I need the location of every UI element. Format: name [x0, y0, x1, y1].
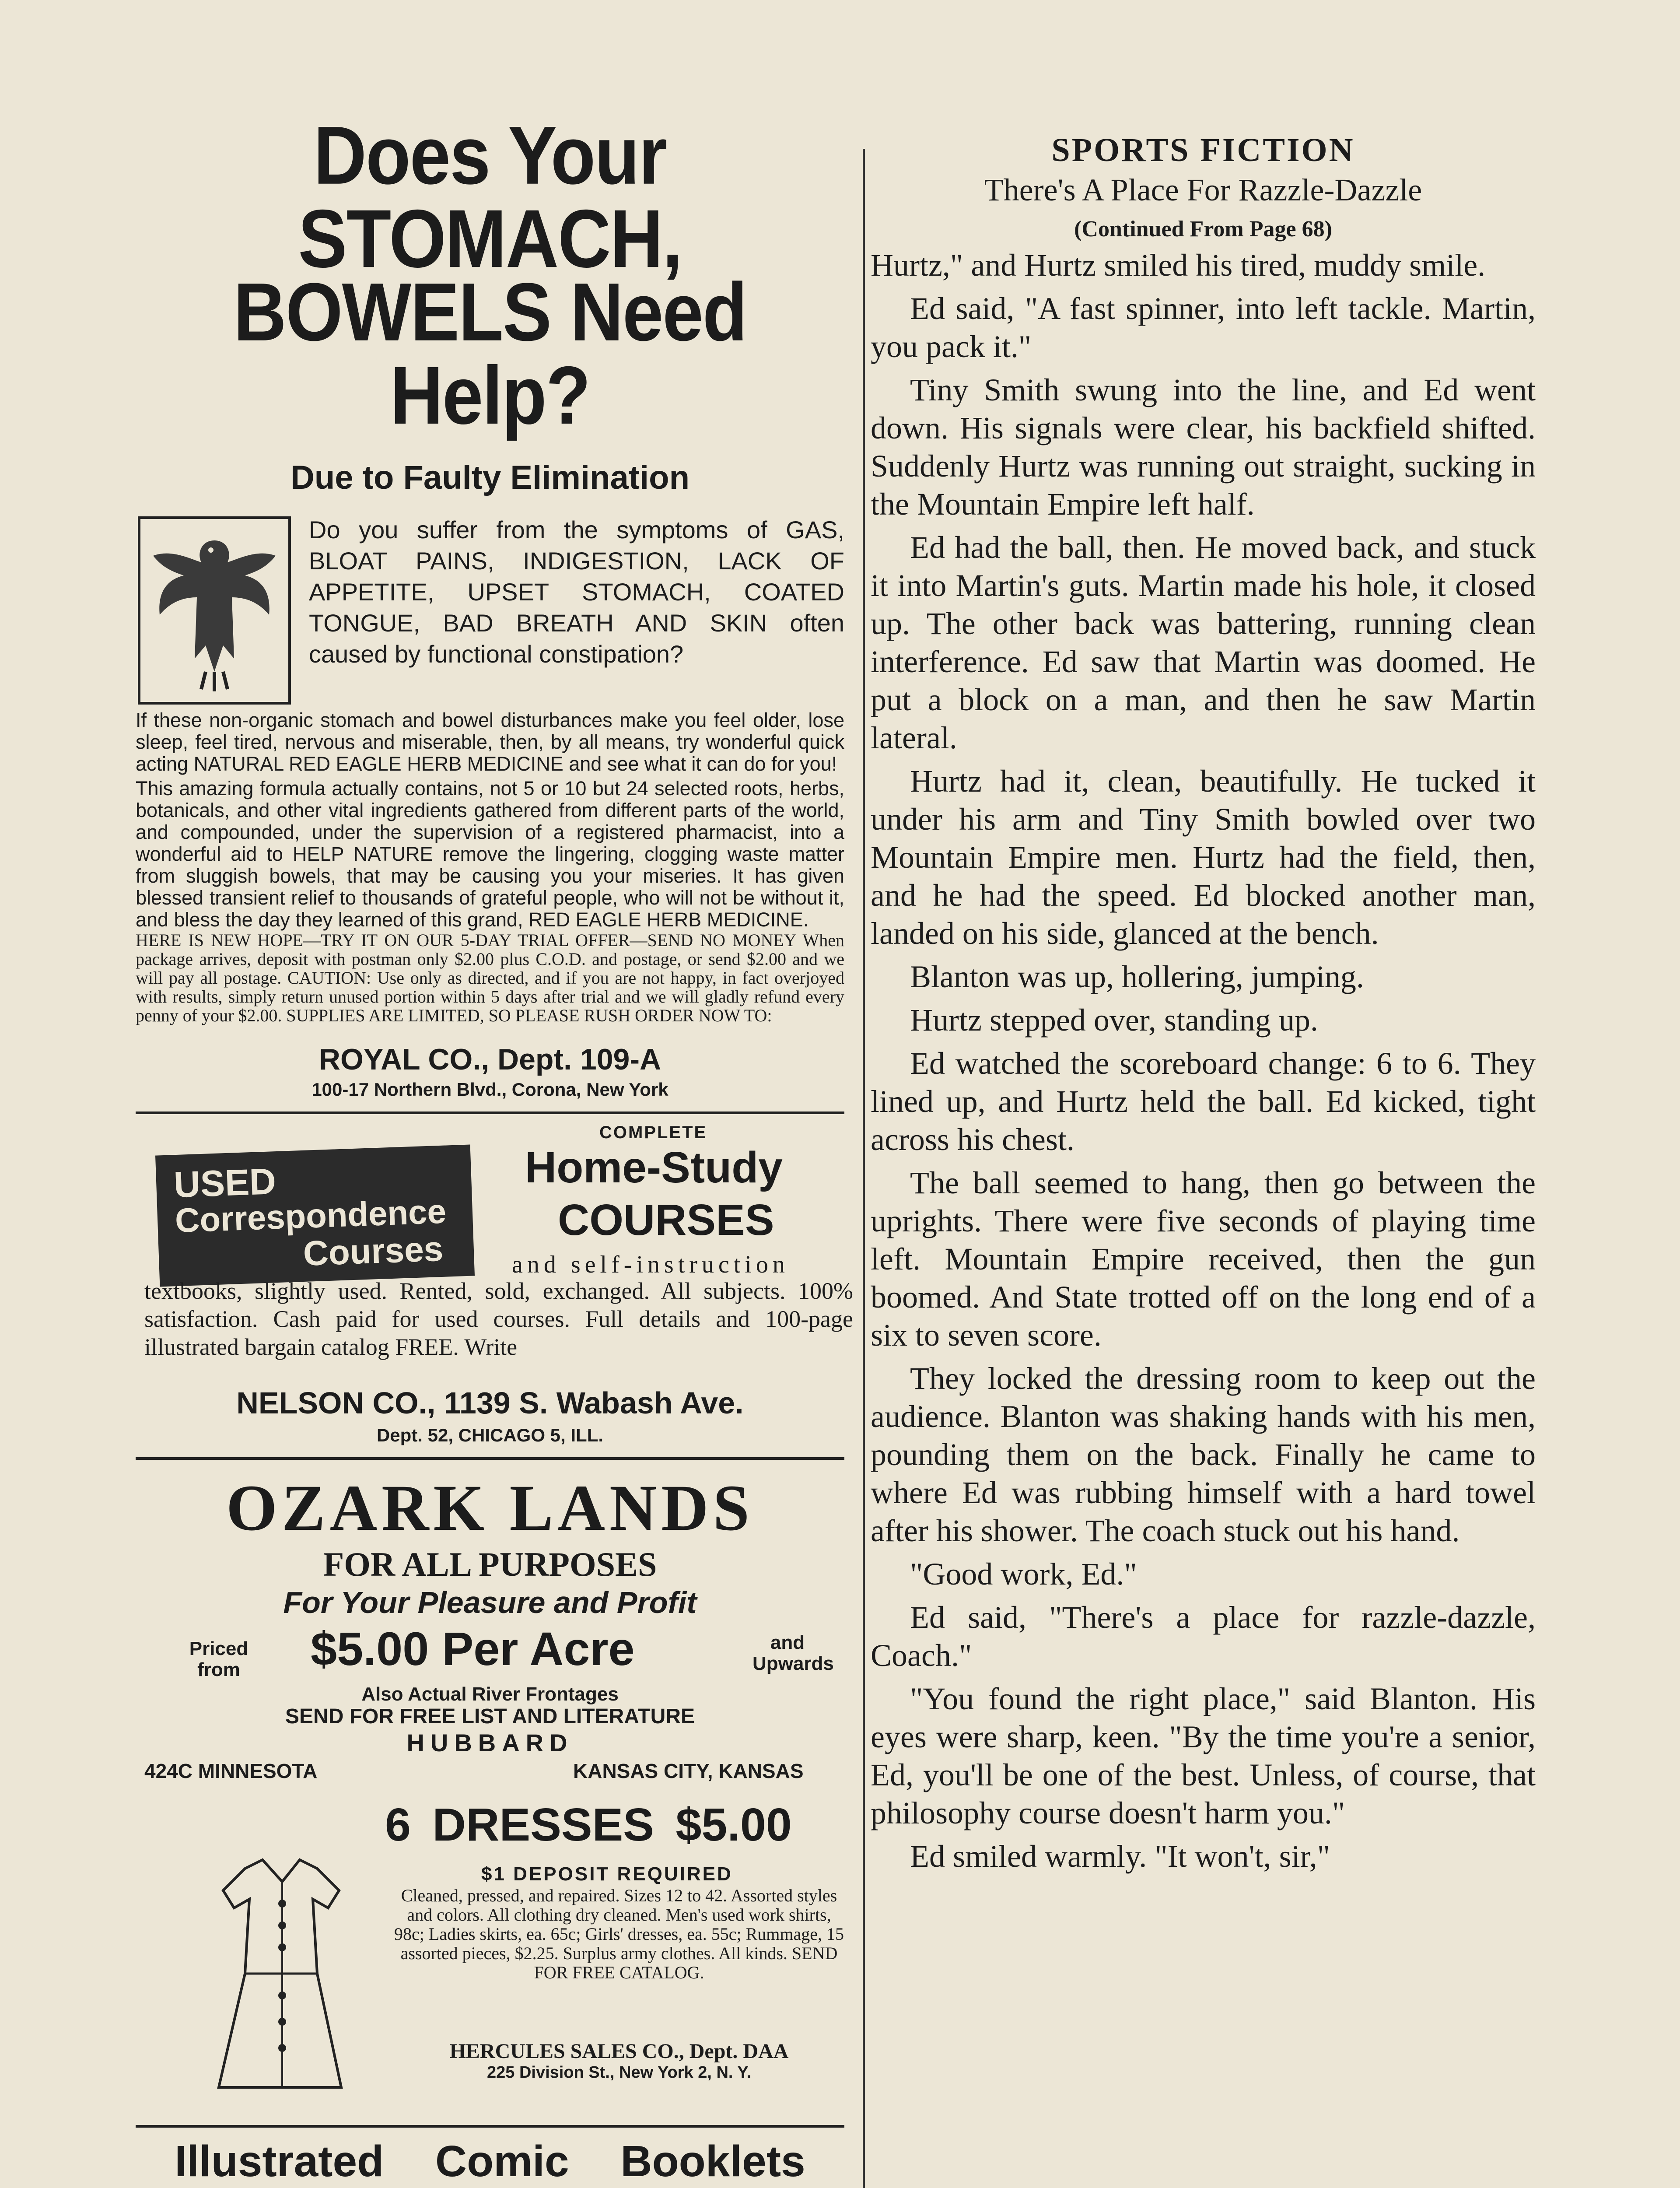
- dresses-ad: [136, 1799, 844, 2114]
- used-courses-stamp: [155, 1145, 475, 1287]
- ozark-hubbard: HUBBARD: [406, 1729, 574, 1757]
- eagle-icon: [136, 514, 293, 707]
- story-paragraph: Hurtz had it, clean, beautifully. He tucked it under his arm and Tiny Smith bowled over two Mountain Empire men. Hurtz had the field, then, and he had the speed. Ed blocked another man, landed on his side, glanced at the bench.: [871, 764, 1536, 951]
- home-study-complete: COMPLETE: [599, 1123, 707, 1142]
- story-text: [871, 246, 1536, 1876]
- story-paragraph: "Good work, Ed.": [910, 1557, 1137, 1592]
- dresses-body: Cleaned, pressed, and repaired. Sizes 12 to 42. Assorted styles and colors. All clothing dry cleaned. Men's used work shirts, 98c; Ladies skirts, ea. 65c; Girls' dresses, ea. 55c; Rummage, 15 assorted pieces, $2.25. Surplus army clothes. All kinds. SEND FOR FREE CATALOG.: [394, 1886, 844, 1982]
- ad-divider: [136, 1457, 844, 1460]
- home-study-ad: [136, 1123, 853, 1445]
- ozark-subtitle: FOR ALL PURPOSES: [323, 1545, 657, 1583]
- stomach-ad: [136, 109, 844, 1100]
- section-header: SPORTS FICTION: [1051, 132, 1355, 168]
- home-study-address: Dept. 52, CHICAGO 5, ILL.: [376, 1425, 604, 1445]
- story-paragraph: "You found the right place," said Blanton. His eyes were sharp, keen. "By the time you're a senior, Ed, you'll be one of the best. Unless, of course, that philosophy course doesn't harm you.": [871, 1681, 1536, 1830]
- story-paragraph: Tiny Smith swung into the line, and Ed went down. His signals were clear, his backfield shifted. Suddenly Hurtz was running out straight, sucking in the Mountain Empire left half.: [871, 372, 1536, 522]
- stamp-line-3: Courses: [302, 1229, 444, 1273]
- story-paragraph: Blanton was up, hollering, jumping.: [910, 959, 1364, 994]
- story-paragraph: Ed said, "A fast spinner, into left tackle. Martin, you pack it.": [871, 291, 1536, 364]
- ozark-also: Also Actual River Frontages: [361, 1683, 619, 1705]
- home-study-title-1: Home-Study: [525, 1143, 783, 1192]
- stamp-line-1: USED: [173, 1161, 277, 1206]
- story-paragraph: They locked the dressing room to keep out the audience. Blanton was shaking hands with his men, pounding them on the back. Finally he came to where Ed was rubbing himself with a hard towel after his shower. The coach stuck out his hand.: [871, 1361, 1536, 1548]
- story-paragraph: Ed had the ball, then. He moved back, and stuck it into Martin's guts. Martin made his hole, it closed up. The other back was battering, running clean interference. Ed saw that Martin was doomed. He put a block on a man, and then he saw Martin lateral.: [871, 530, 1536, 755]
- ozark-price: $5.00 Per Acre: [311, 1622, 635, 1675]
- stomach-ad-headline-1: Does Your STOMACH,: [298, 109, 682, 285]
- home-study-self-instruction: and self-instruction: [512, 1251, 789, 1278]
- dresses-address: 225 Division St., New York 2, N. Y.: [486, 2063, 752, 2082]
- story-paragraph: Hurtz," and Hurtz smiled his tired, muddy smile.: [871, 248, 1486, 283]
- ozark-address-left: 424C MINNESOTA: [144, 1760, 318, 1782]
- ad-divider: [136, 1112, 844, 1114]
- ozark-lands-ad: [136, 1470, 844, 1794]
- stomach-ad-address: 100-17 Northern Blvd., Corona, New York: [312, 1079, 668, 1100]
- ozark-title: OZARK LANDS: [226, 1472, 754, 1544]
- booklets-title: Illustrated Comic Booklets: [175, 2137, 805, 2186]
- stomach-ad-company: ROYAL CO., Dept. 109-A: [318, 1043, 662, 1076]
- stomach-ad-offer: HERE IS NEW HOPE—TRY IT ON OUR 5-DAY TRIAL OFFER—SEND NO MONEY When package arrives, deposit with postman only $2.00 plus C.O.D. and postage, or send $2.00 and we will pay all postage. CAUTION: Use only as directed, and if you are not happy, in fact overjoyed with results, simply return unused portion within 5 days after trial and we will gladly refund every penny of your $2.00. SUPPLIES ARE LIMITED, SO PLEASE RUSH ORDER NOW TO:: [136, 930, 844, 1025]
- stomach-ad-headline-2: BOWELS Need Help?: [233, 266, 747, 442]
- ozark-and-upwards: and Upwards: [752, 1632, 834, 1674]
- dresses-title: 6 DRESSES $5.00: [385, 1799, 792, 1851]
- home-study-title-2: COURSES: [558, 1196, 774, 1245]
- ozark-priced-from: Priced from: [189, 1638, 248, 1680]
- story-paragraph: Ed watched the scoreboard change: 6 to 6. They lined up, and Hurtz held the ball. Ed kicked, tight across his chest.: [871, 1046, 1536, 1157]
- home-study-body: textbooks, slightly used. Rented, sold, exchanged. All subjects. 100% satisfaction. Cash paid for used courses. Full details and 100-page illustrated bargain catalog FREE. Write: [144, 1278, 853, 1360]
- story-column: [871, 131, 1536, 1876]
- advertisement-column: [136, 109, 853, 2188]
- story-paragraph: Ed said, "There's a place for razzle-dazzle, Coach.": [871, 1600, 1536, 1673]
- home-study-company: NELSON CO., 1139 S. Wabash Ave.: [236, 1386, 744, 1420]
- story-paragraph: The ball seemed to hang, then go between the uprights. There were five seconds of playing time left. Mountain Empire received, then the gun boomed. And State trotted off on the long end of a six to seven score.: [871, 1165, 1536, 1353]
- stomach-ad-question: Do you suffer from the symptoms of GAS, BLOAT PAINS, INDIGESTION, LACK OF APPETITE, UPSET STOMACH, COATED TONGUE, BAD BREATH AND SKIN often caused by functional constipation?: [309, 516, 844, 668]
- story-title: There's A Place For Razzle-Dazzle: [984, 172, 1422, 207]
- dresses-company: HERCULES SALES CO., Dept. DAA: [449, 2040, 789, 2063]
- dresses-deposit: $1 DEPOSIT REQUIRED: [481, 1863, 733, 1885]
- continued-note: (Continued From Page 68): [1074, 217, 1332, 242]
- comic-booklets-ad: [136, 2136, 844, 2188]
- story-paragraph: Hurtz stepped over, standing up.: [910, 1003, 1318, 1038]
- story-paragraph: Ed smiled warmly. "It won't, sir,": [910, 1839, 1330, 1874]
- stomach-ad-subhead: Due to Faulty Elimination: [290, 459, 690, 496]
- ad-divider: [136, 2125, 844, 2128]
- column-divider: [863, 149, 865, 2188]
- ozark-pleasure: For Your Pleasure and Profit: [283, 1585, 697, 1620]
- ozark-send: SEND FOR FREE LIST AND LITERATURE: [285, 1705, 695, 1728]
- stomach-ad-body-1: If these non-organic stomach and bowel disturbances make you feel older, lose sleep, feel tired, nervous and miserable, then, by all means, try wonderful quick acting NATURAL RED EAGLE HERB MEDICINE and see what it can do for you!: [136, 709, 844, 775]
- dress-icon: [192, 1851, 368, 2096]
- ozark-address-right: KANSAS CITY, KANSAS: [573, 1760, 804, 1782]
- stomach-ad-body-2: This amazing formula actually contains, not 5 or 10 but 24 selected roots, herbs, botanicals, and other vital ingredients gathered from different parts of the world, and compounded, under the supervision of a registered pharmacist, into a wonderful aid to HELP NATURE remove the lingering, clogging waste matter from sluggish bowels, that may be causing you your miseries. It has given blessed transient relief to thousands of grateful people, who will not be without it, and bless the day they learned of this grand, RED EAGLE HERB MEDICINE.: [136, 777, 844, 931]
- stamp-line-2: Correspondence: [174, 1192, 447, 1240]
